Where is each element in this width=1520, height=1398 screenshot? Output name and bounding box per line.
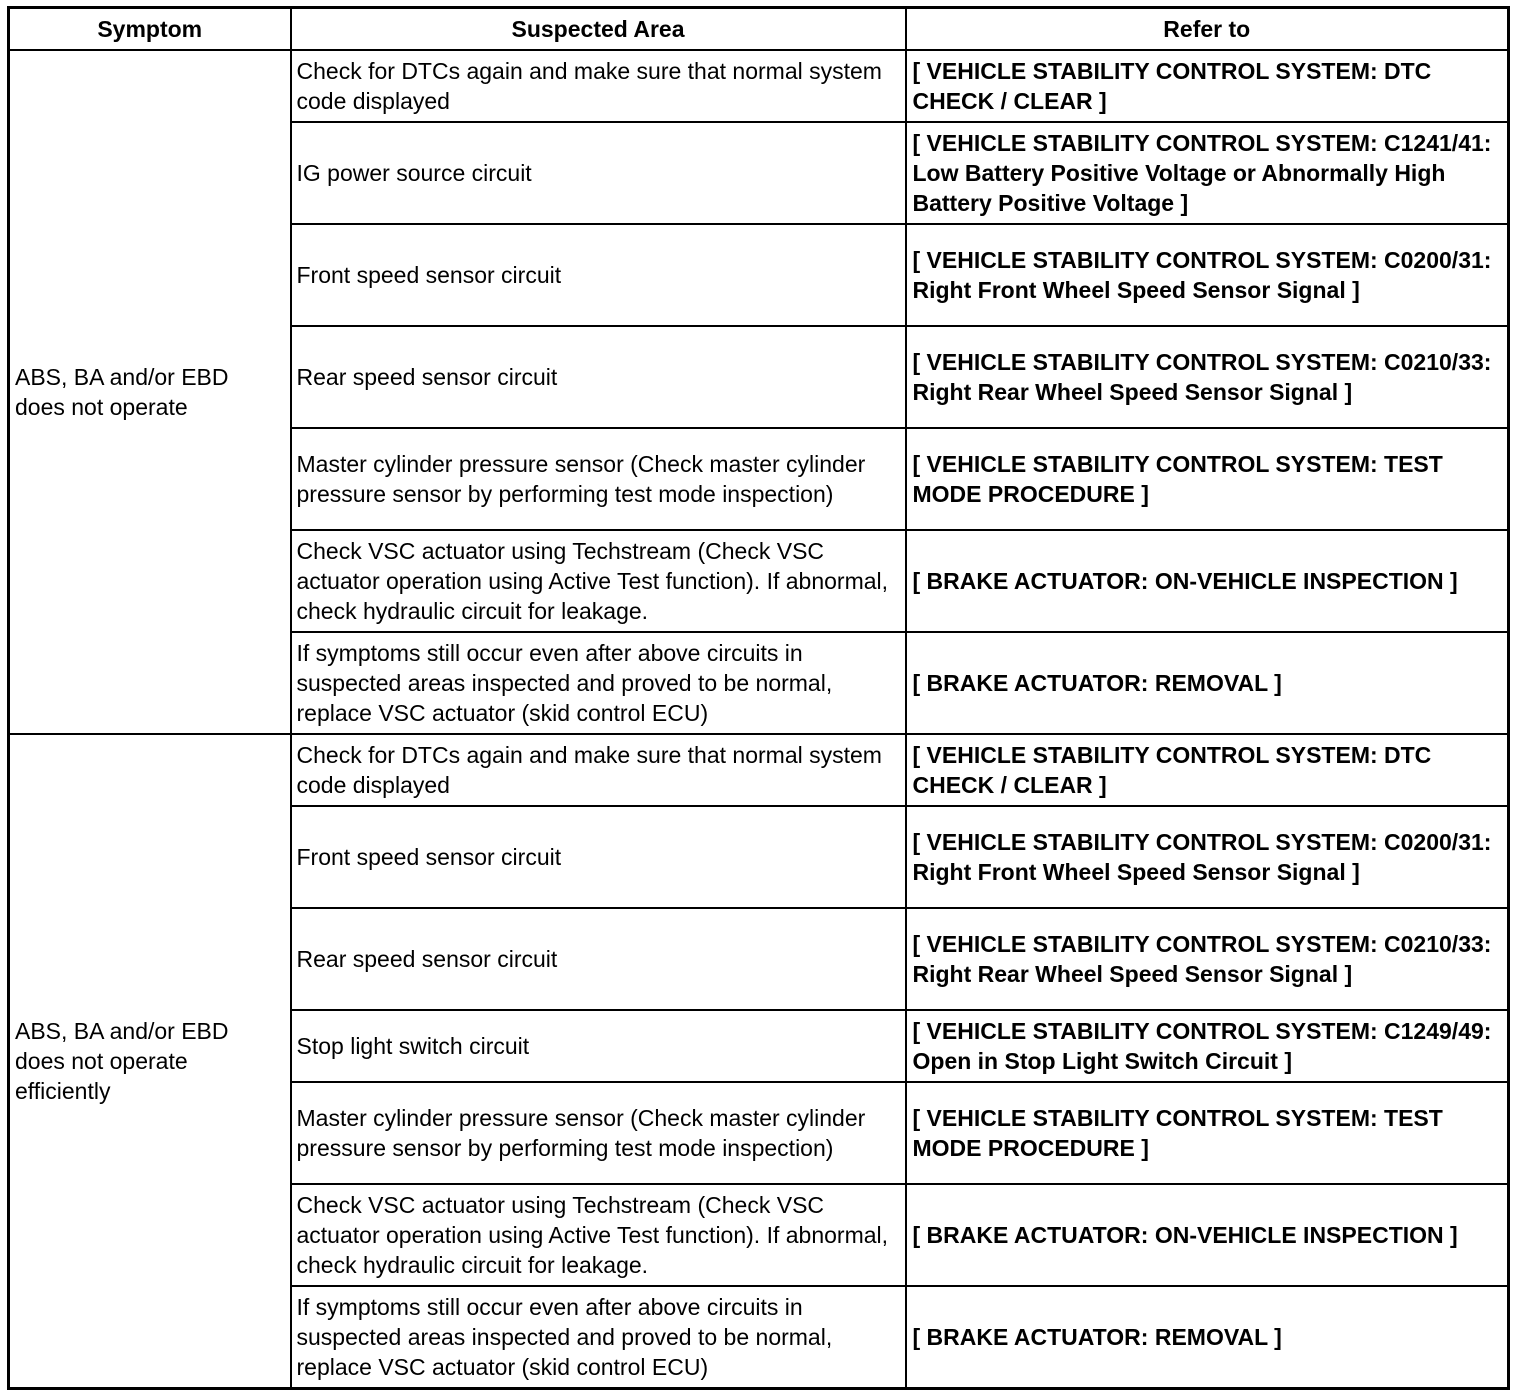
suspected-area-cell: Master cylinder pressure sensor (Check master cylinder pressure sensor by performing test mode inspection)	[291, 428, 906, 530]
refer-to-link[interactable]: [ BRAKE ACTUATOR: REMOVAL ]	[906, 632, 1509, 734]
table-row	[9, 50, 1509, 122]
refer-to-link[interactable]: [ BRAKE ACTUATOR: ON-VEHICLE INSPECTION ]	[906, 530, 1509, 632]
header-refer-to: Refer to	[906, 8, 1509, 51]
suspected-area-cell: If symptoms still occur even after above circuits in suspected areas inspected and proved to be normal, replace VSC actuator (skid control ECU)	[291, 632, 906, 734]
refer-to-link[interactable]: [ VEHICLE STABILITY CONTROL SYSTEM: C0200/31: Right Front Wheel Speed Sensor Signal ]	[906, 224, 1509, 326]
suspected-area-cell: Rear speed sensor circuit	[291, 908, 906, 1010]
refer-to-link[interactable]: [ VEHICLE STABILITY CONTROL SYSTEM: C0210/33: Right Rear Wheel Speed Sensor Signal ]	[906, 326, 1509, 428]
refer-to-link[interactable]: [ BRAKE ACTUATOR: ON-VEHICLE INSPECTION ]	[906, 1184, 1509, 1286]
suspected-area-cell: Check for DTCs again and make sure that normal system code displayed	[291, 734, 906, 806]
suspected-area-cell: Check for DTCs again and make sure that normal system code displayed	[291, 50, 906, 122]
suspected-area-cell: Front speed sensor circuit	[291, 806, 906, 908]
suspected-area-cell: If symptoms still occur even after above circuits in suspected areas inspected and proved to be normal, replace VSC actuator (skid control ECU)	[291, 1286, 906, 1389]
header-row	[9, 8, 1509, 51]
suspected-area-cell: Rear speed sensor circuit	[291, 326, 906, 428]
refer-to-link[interactable]: [ VEHICLE STABILITY CONTROL SYSTEM: C1241/41: Low Battery Positive Voltage or Abnormally High Battery Positive Voltage ]	[906, 122, 1509, 224]
suspected-area-cell: Check VSC actuator using Techstream (Check VSC actuator operation using Active Test function). If abnormal, check hydraulic circuit for leakage.	[291, 1184, 906, 1286]
symptom-cell: ABS, BA and/or EBD does not operate efficiently	[9, 734, 291, 1389]
header-symptom: Symptom	[9, 8, 291, 51]
refer-to-link[interactable]: [ VEHICLE STABILITY CONTROL SYSTEM: TEST MODE PROCEDURE ]	[906, 428, 1509, 530]
refer-to-link[interactable]: [ VEHICLE STABILITY CONTROL SYSTEM: TEST MODE PROCEDURE ]	[906, 1082, 1509, 1184]
symptom-cell: ABS, BA and/or EBD does not operate	[9, 50, 291, 734]
header-suspected-area: Suspected Area	[291, 8, 906, 51]
refer-to-link[interactable]: [ VEHICLE STABILITY CONTROL SYSTEM: C1249/49: Open in Stop Light Switch Circuit ]	[906, 1010, 1509, 1082]
table-row	[9, 734, 1509, 806]
refer-to-link[interactable]: [ VEHICLE STABILITY CONTROL SYSTEM: DTC CHECK / CLEAR ]	[906, 50, 1509, 122]
suspected-area-cell: Check VSC actuator using Techstream (Check VSC actuator operation using Active Test function). If abnormal, check hydraulic circuit for leakage.	[291, 530, 906, 632]
suspected-area-cell: Stop light switch circuit	[291, 1010, 906, 1082]
refer-to-link[interactable]: [ BRAKE ACTUATOR: REMOVAL ]	[906, 1286, 1509, 1389]
suspected-area-cell: Front speed sensor circuit	[291, 224, 906, 326]
refer-to-link[interactable]: [ VEHICLE STABILITY CONTROL SYSTEM: C0200/31: Right Front Wheel Speed Sensor Signal ]	[906, 806, 1509, 908]
diagnosis-table	[7, 6, 1510, 1390]
refer-to-link[interactable]: [ VEHICLE STABILITY CONTROL SYSTEM: DTC CHECK / CLEAR ]	[906, 734, 1509, 806]
suspected-area-cell: IG power source circuit	[291, 122, 906, 224]
refer-to-link[interactable]: [ VEHICLE STABILITY CONTROL SYSTEM: C0210/33: Right Rear Wheel Speed Sensor Signal ]	[906, 908, 1509, 1010]
suspected-area-cell: Master cylinder pressure sensor (Check master cylinder pressure sensor by performing test mode inspection)	[291, 1082, 906, 1184]
